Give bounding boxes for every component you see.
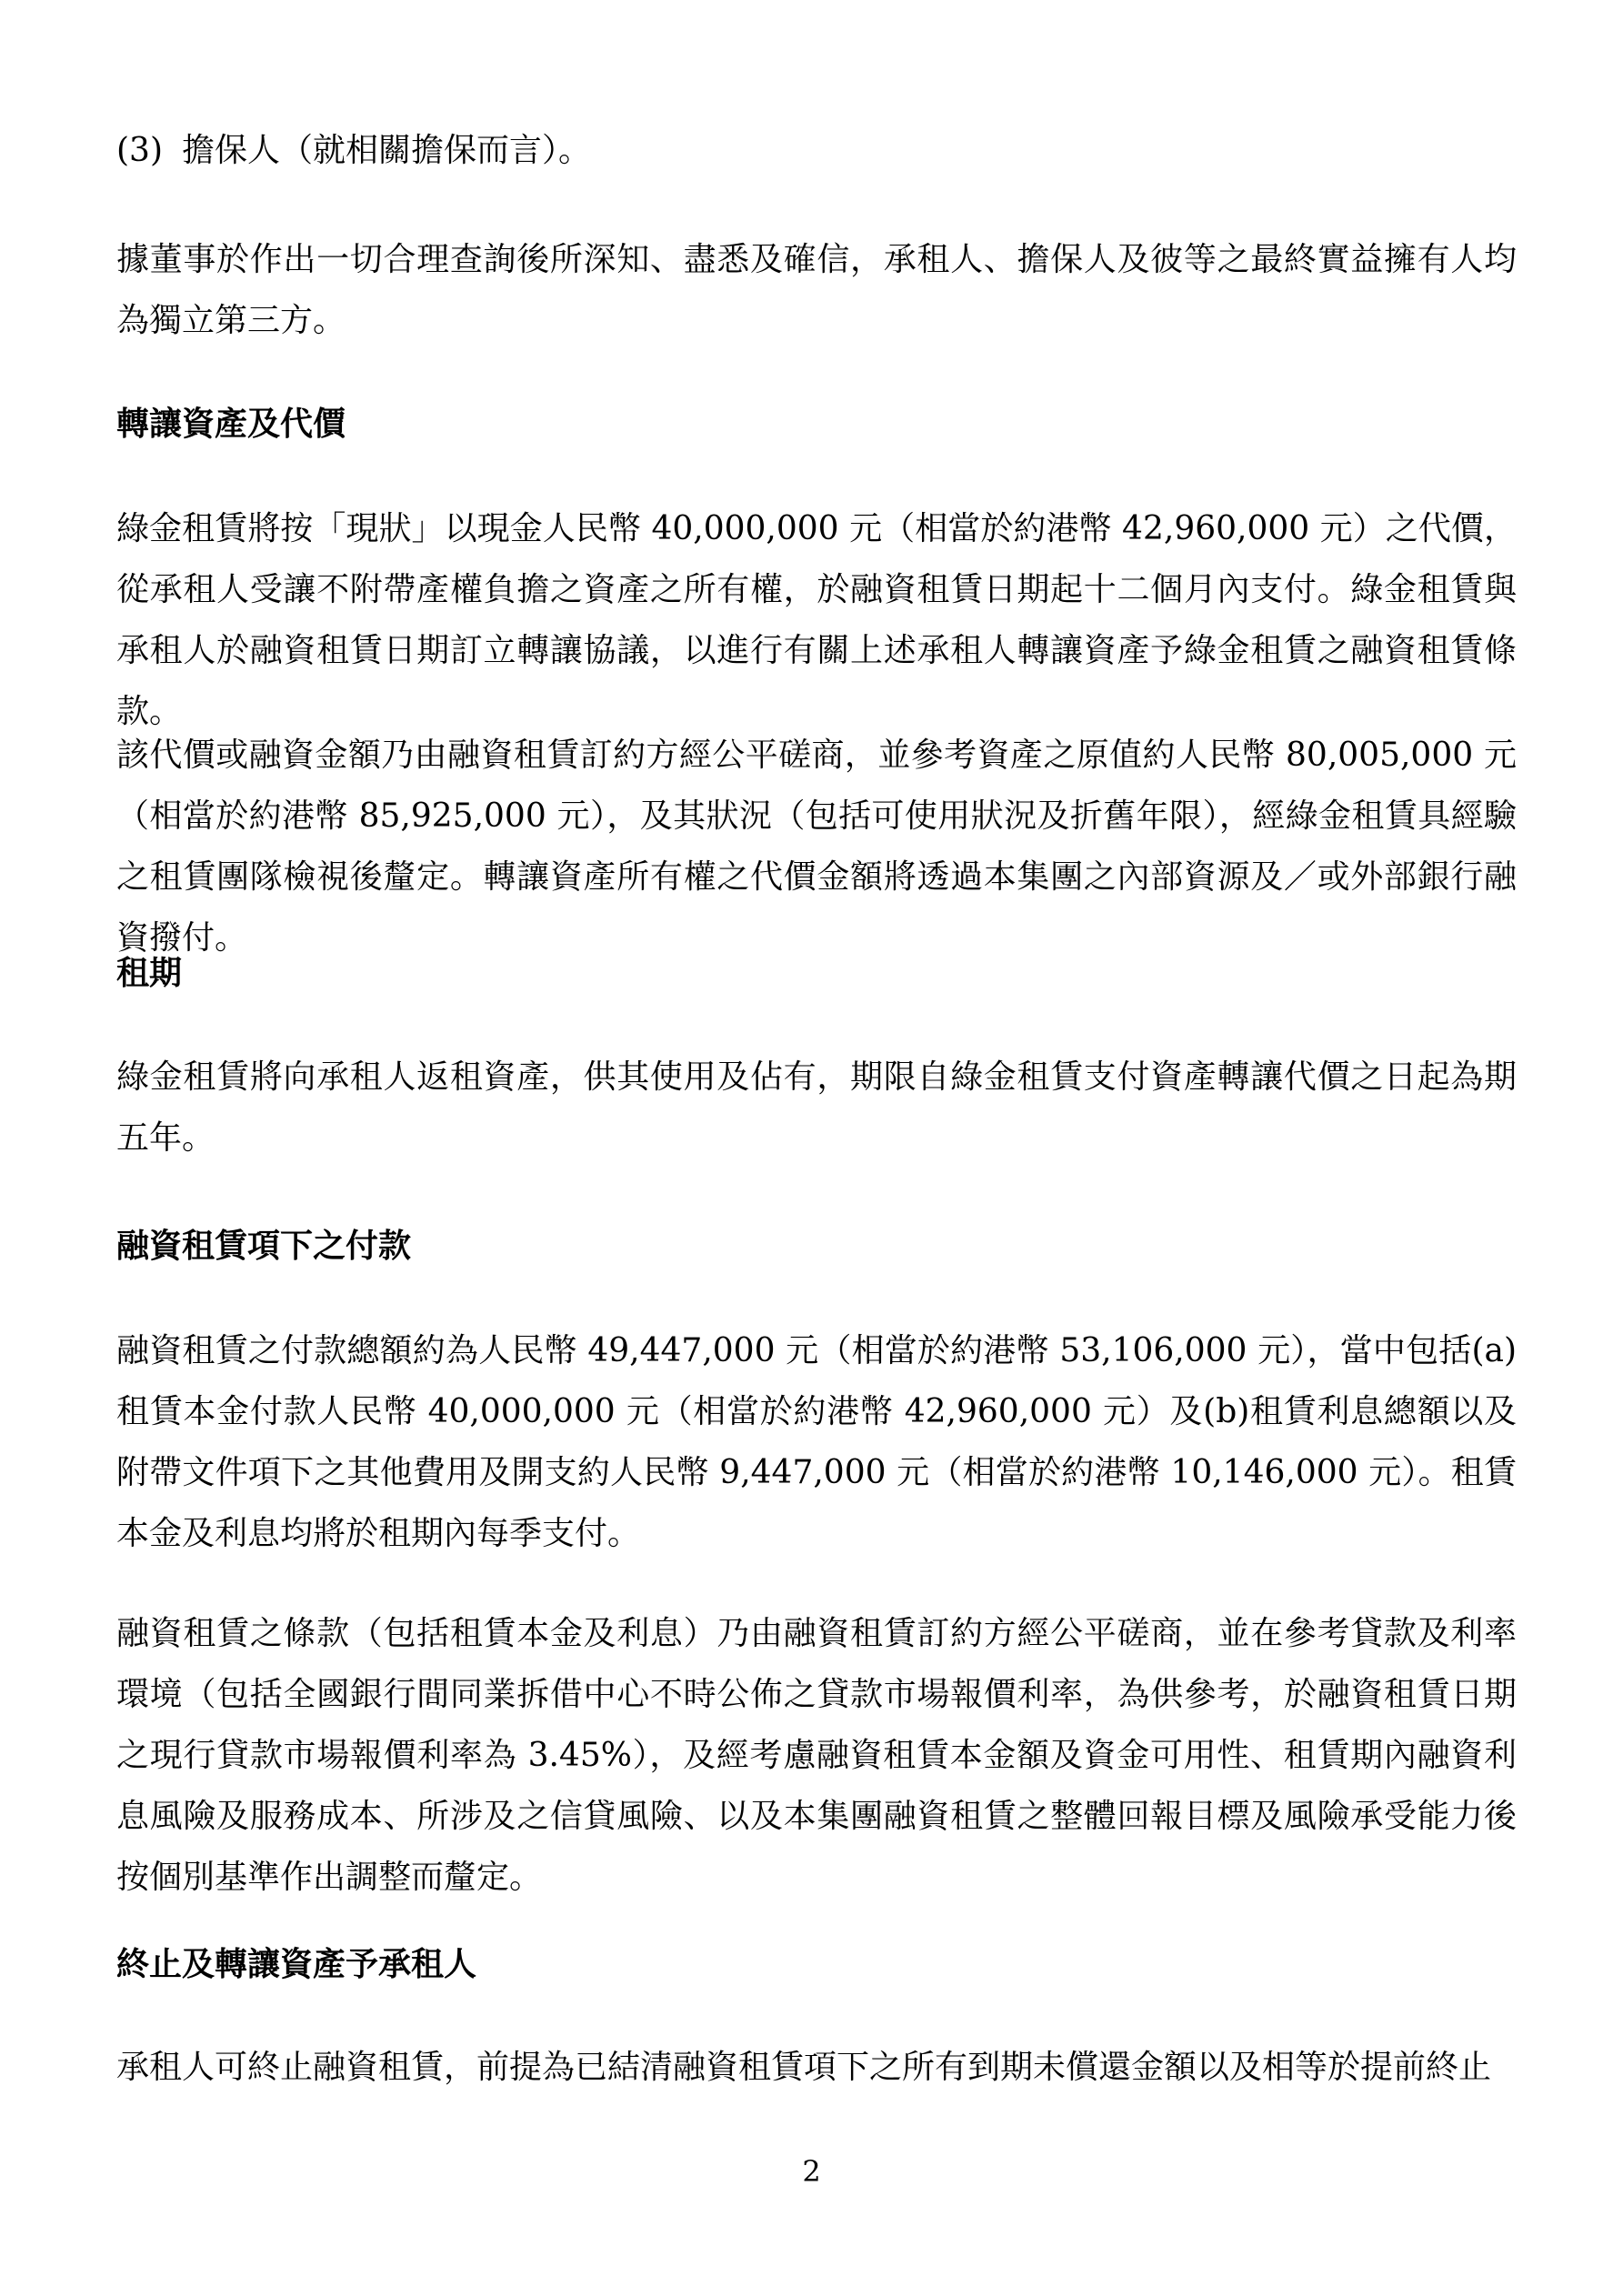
page-number: 2	[802, 2154, 821, 2189]
heading-termination: 終止及轉讓資產予承租人	[116, 1946, 477, 1983]
heading-term: 租期	[116, 955, 183, 992]
heading-transfer: 轉讓資產及代價	[116, 406, 346, 443]
paragraph-termination: 承租人可終止融資租賃，前提為已結清融資租賃項下之所有到期未償還金額以及相等於提前終止	[116, 2049, 1492, 2086]
paragraph-transfer-basis: 該代價或融資金額乃由融資租賃訂約方經公平磋商，並參考資產之原值約人民幣 80,005,000 元（相當於約港幣 85,925,000 元），及其狀況（包括可使用狀況及折舊年限），經綠金租賃具經驗之租賃團隊檢視後釐定。轉讓資產所有權之代價金額將透過本集團之內部資源及／或外部銀行融資撥付。	[116, 737, 1517, 957]
heading-payment: 融資租賃項下之付款	[116, 1228, 412, 1265]
paragraph-term: 綠金租賃將向承租人返租資產，供其使用及佔有，期限自綠金租賃支付資產轉讓代價之日起為期五年。	[116, 1058, 1517, 1157]
list-item-3	[116, 129, 591, 173]
paragraph-independence: 據董事於作出一切合理查詢後所深知、盡悉及確信，承租人、擔保人及彼等之最終實益擁有人均為獨立第三方。	[116, 241, 1517, 339]
paragraph-payment-terms: 融資租賃之條款（包括租賃本金及利息）乃由融資租賃訂約方經公平磋商，並在參考貸款及利率環境（包括全國銀行間同業拆借中心不時公佈之貸款市場報價利率，為供參考，於融資租賃日期之現行貸款市場報價利率為 3.45%），及經考慮融資租賃本金額及資金可用性、租賃期內融資利息風險及服務成本、所涉及之信貸風險、以及本集團融資租賃之整體回報目標及風險承受能力後按個別基準作出調整而釐定。	[116, 1615, 1517, 1896]
paragraph-transfer-consideration: 綠金租賃將按「現狀」以現金人民幣 40,000,000 元（相當於約港幣 42,960,000 元）之代價，從承租人受讓不附帶產權負擔之資產之所有權，於融資租賃日期起十二個月內支付。綠金租賃與承租人於融資租賃日期訂立轉讓協議，以進行有關上述承租人轉讓資產予綠金租賃之融資租賃條款。	[116, 510, 1517, 730]
list-item-text: 擔保人（就相關擔保而言）。	[182, 132, 592, 169]
paragraph-payment-total: 融資租賃之付款總額約為人民幣 49,447,000 元（相當於約港幣 53,106,000 元），當中包括(a)租賃本金付款人民幣 40,000,000 元（相當於約港幣 42,960,000 元）及(b)租賃利息總額以及附帶文件項下之其他費用及開支約人民幣 9,447,000 元（相當於約港幣 10,146,000 元）。租賃本金及利息均將於租期內每季支付。	[116, 1332, 1517, 1552]
list-item-number: (3)	[116, 132, 163, 169]
